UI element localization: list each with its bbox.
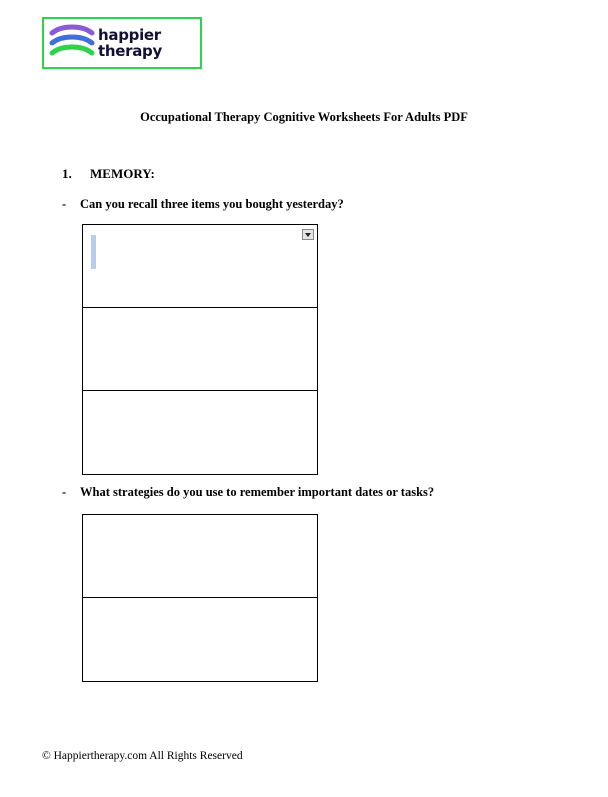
question-1 bbox=[62, 197, 344, 212]
logo-wordmark bbox=[98, 27, 162, 59]
logo-swoosh-icon bbox=[48, 23, 96, 63]
question-2-text: What strategies do you use to remember important dates or tasks? bbox=[80, 485, 435, 499]
page-title: Occupational Therapy Cognitive Worksheets For Adults PDF bbox=[140, 110, 468, 124]
text-cursor bbox=[91, 235, 96, 269]
section-heading-label: MEMORY: bbox=[90, 166, 155, 181]
brand-logo bbox=[42, 17, 202, 69]
answer-field-1-3[interactable] bbox=[83, 391, 317, 474]
chevron-down-icon[interactable] bbox=[302, 229, 314, 240]
question-1-marker: - bbox=[62, 197, 67, 211]
logo-wordmark-line1: happier bbox=[98, 26, 161, 44]
question-2 bbox=[62, 485, 434, 500]
answer-box-group-1 bbox=[82, 224, 318, 475]
section-number: 1. bbox=[62, 166, 72, 181]
logo-wordmark-line2: therapy bbox=[98, 42, 162, 60]
footer-copyright: © Happiertherapy.com All Rights Reserved bbox=[42, 750, 243, 762]
chevron-down-glyph bbox=[305, 233, 311, 237]
answer-field-2-1[interactable] bbox=[83, 515, 317, 598]
section-heading bbox=[62, 166, 155, 182]
answer-field-2-2[interactable] bbox=[83, 598, 317, 681]
question-1-text: Can you recall three items you bought yesterday? bbox=[80, 197, 344, 211]
answer-field-1-2[interactable] bbox=[83, 308, 317, 391]
answer-field-1-1[interactable] bbox=[83, 225, 317, 308]
answer-box-group-2 bbox=[82, 514, 318, 682]
question-2-marker: - bbox=[62, 485, 67, 499]
